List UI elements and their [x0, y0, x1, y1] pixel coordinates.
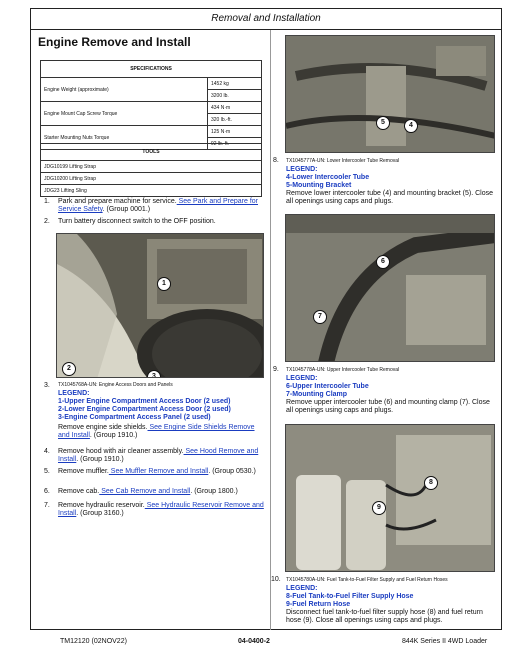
lower-intercooler-illustration: [286, 36, 495, 153]
legend-item: 1-Upper Engine Compartment Access Door (2 used): [58, 398, 231, 405]
lower-intercooler-photo: [285, 35, 495, 153]
tool-name: JDG10199 Lifting Strap: [41, 161, 262, 173]
step-8-text: Remove lower intercooler tube (4) and mounting bracket (5). Close all openings using caps and plugs.: [286, 190, 493, 205]
legend-title: LEGEND:: [58, 390, 90, 397]
engine-access-illustration: [57, 234, 264, 378]
table-row: [41, 173, 262, 185]
fig10-caption: TX1045780A-UN: Fuel Tank-to-Fuel Filter Supply and Fuel Return Hoses: [286, 577, 448, 583]
spec-value: 3200 lb.: [208, 90, 262, 102]
step-text: . (Group 1800.): [190, 488, 238, 495]
step-8-number: 8.: [273, 157, 279, 164]
legend-item: 6-Upper Intercooler Tube: [286, 383, 369, 390]
step-6: [44, 488, 266, 496]
page-footer: [30, 630, 502, 654]
table-row: [41, 161, 262, 173]
footer-model: 844K Series II 4WD Loader: [402, 638, 488, 645]
section-title: Engine Remove and Install: [38, 35, 191, 49]
table-row: [41, 78, 262, 90]
step-3-number: 3.: [44, 382, 50, 389]
spec-label: Engine Weight (approximate): [41, 78, 208, 102]
callout-7: 7: [313, 310, 327, 324]
specifications-heading: SPECIFICATIONS: [41, 61, 262, 78]
page-header: Removal and Installation: [30, 8, 502, 30]
legend-title: LEGEND:: [286, 166, 318, 173]
fig8-legend: [286, 166, 496, 190]
spec-value: 1452 kg: [208, 78, 262, 90]
step-number: 7.: [44, 502, 50, 509]
step-text: . (Group 0530.): [208, 468, 256, 475]
footer-page-number: 04-0400-2: [238, 638, 270, 645]
step-3-text: [58, 424, 264, 440]
fuel-hoses-illustration: [286, 425, 495, 572]
callout-2: 2: [62, 362, 76, 376]
callout-4: 4: [404, 119, 418, 133]
tools-heading: TOOLS: [41, 144, 262, 161]
hydraulic-reservoir-link[interactable]: See Hydraulic Reservoir Remove and Install: [58, 502, 264, 517]
footer-doc-id: TM12120 (02NOV22): [60, 638, 127, 645]
step-text: . (Group 0001.): [102, 206, 151, 213]
callout-9: 9: [372, 501, 386, 515]
table-row: [41, 102, 262, 114]
upper-intercooler-illustration: [286, 215, 495, 362]
legend-title: LEGEND:: [286, 585, 318, 592]
step-1: [44, 198, 266, 213]
step-text: Turn battery disconnect switch to the OFF position.: [58, 218, 216, 225]
fig9-legend: [286, 375, 496, 399]
fig10-legend: [286, 585, 496, 609]
step-number: 5.: [44, 468, 50, 475]
callout-6: 6: [376, 255, 390, 269]
step-10-number: 10.: [271, 576, 281, 583]
spec-label: Engine Mount Cap Screw Torque: [41, 102, 208, 126]
step-7: [44, 502, 266, 517]
fig9-caption: TX1045778A-UN: Upper Intercooler Tube Removal: [286, 367, 400, 373]
step-number: 6.: [44, 488, 50, 495]
legend-item: 4-Lower Intercooler Tube: [286, 174, 370, 181]
specifications-table: [40, 60, 262, 150]
step-text: . (Group 1910.): [89, 432, 138, 439]
step-text: . (Group 3160.): [76, 510, 124, 517]
step-5: [44, 468, 266, 476]
spec-value: 125 N·m: [208, 126, 262, 138]
step-text: Remove hood with air cleaner assembly.: [58, 448, 184, 455]
step-2: [44, 218, 266, 226]
callout-3: 3: [147, 370, 161, 378]
cab-link[interactable]: See Cab Remove and Install: [99, 488, 191, 495]
step-text: . (Group 1910.): [76, 456, 124, 463]
step-text: Remove hydraulic reservoir.: [58, 502, 145, 509]
legend-item: 7-Mounting Clamp: [286, 391, 348, 398]
spec-value: 320 lb.-ft.: [208, 114, 262, 126]
legend-item: 3-Engine Compartment Access Panel (2 used): [58, 414, 211, 421]
spec-value: 434 N·m: [208, 102, 262, 114]
step-text: Remove muffler.: [58, 468, 109, 475]
callout-1: 1: [157, 277, 171, 291]
tool-name: JDG10200 Lifting Strap: [41, 173, 262, 185]
table-row: [41, 185, 262, 197]
upper-intercooler-photo: [285, 214, 495, 362]
step-10-text: Disconnect fuel tank-to-fuel filter supply hose (8) and fuel return hose (9). Close all openings using caps and plugs.: [286, 609, 483, 624]
step-text: Remove engine side shields.: [58, 424, 148, 431]
step-9-text: Remove upper intercooler tube (6) and mounting clamp (7). Close all openings using caps and plugs.: [286, 399, 490, 414]
step-text: Remove cab.: [58, 488, 100, 495]
engine-access-photo: [56, 233, 264, 378]
fig3-legend: [58, 390, 263, 422]
engine-side-shields-link[interactable]: See Engine Side Shields Remove and Install: [58, 424, 255, 439]
step-4: [44, 448, 266, 463]
spec-value: 92 lb.-ft.: [208, 138, 262, 150]
step-number: 1.: [44, 198, 50, 205]
column-divider: [270, 30, 271, 630]
fuel-hoses-photo: [285, 424, 495, 572]
fig8-caption: TX1045777A-UN: Lower Intercooler Tube Removal: [286, 158, 400, 164]
step-9-number: 9.: [273, 366, 279, 373]
legend-item: 8-Fuel Tank-to-Fuel Filter Supply Hose: [286, 593, 414, 600]
spec-label: Starter Mounting Nuts Torque: [41, 126, 208, 150]
callout-5: 5: [376, 116, 390, 130]
table-row: [41, 126, 262, 138]
step-number: 4.: [44, 448, 50, 455]
muffler-link[interactable]: See Muffler Remove and Install: [108, 468, 209, 475]
tool-name: JDG23 Lifting Sling: [41, 185, 262, 197]
service-safety-link[interactable]: See Park and Prepare for Service Safety: [58, 198, 258, 213]
step-number: 2.: [44, 218, 50, 225]
legend-title: LEGEND:: [286, 375, 318, 382]
step-text: Park and prepare machine for service.: [58, 198, 177, 205]
fig3-caption: TX1045768A-UN: Engine Access Doors and Panels: [58, 382, 173, 388]
tools-table: [40, 143, 262, 197]
legend-item: 5-Mounting Bracket: [286, 182, 352, 189]
legend-item: 9-Fuel Return Hose: [286, 601, 351, 608]
callout-8: 8: [424, 476, 438, 490]
legend-item: 2-Lower Engine Compartment Access Door (2 used): [58, 406, 231, 413]
hood-link[interactable]: See Hood Remove and Install: [58, 448, 259, 463]
